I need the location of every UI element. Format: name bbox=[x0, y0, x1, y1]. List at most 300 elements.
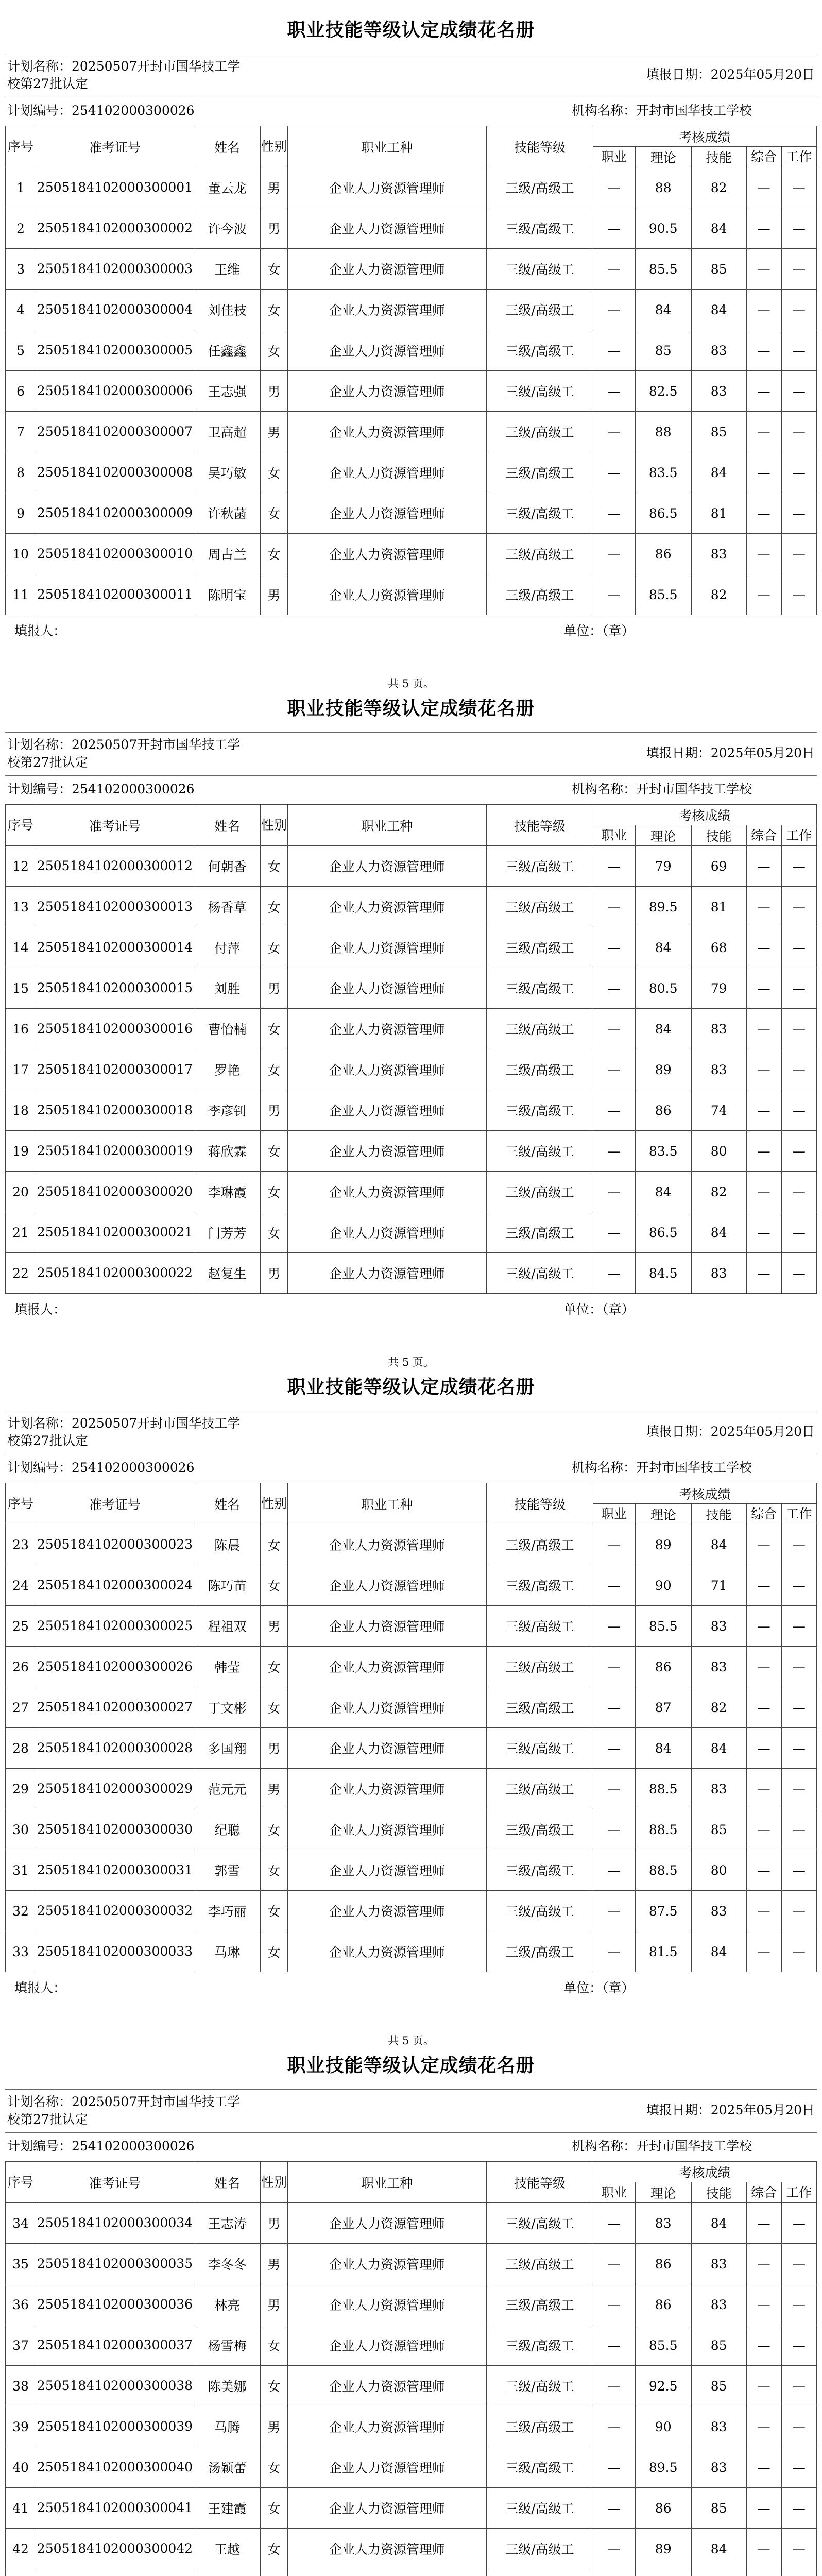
cell-theory: 88.5 bbox=[635, 1850, 691, 1891]
cell-job: 企业人力资源管理师 bbox=[287, 2244, 486, 2284]
cell-seq: 21 bbox=[6, 1212, 36, 1253]
cell-gender: 女 bbox=[261, 1809, 287, 1850]
cell-exam-id: 2505184102000300022 bbox=[36, 1253, 194, 1294]
cell-professional: — bbox=[593, 2406, 635, 2447]
header-name: 姓名 bbox=[194, 805, 261, 846]
cell-comprehensive: — bbox=[746, 1212, 781, 1253]
cell-job: 企业人力资源管理师 bbox=[287, 1606, 486, 1647]
cell-seq: 4 bbox=[6, 290, 36, 330]
table-row bbox=[6, 167, 817, 208]
cell-level: 三级/高级工 bbox=[487, 412, 593, 452]
cell-name: 多国翔 bbox=[194, 1728, 261, 1769]
cell-comprehensive bbox=[746, 2569, 781, 2576]
cell-name: 周占兰 bbox=[194, 534, 261, 574]
cell-job: 企业人力资源管理师 bbox=[287, 1253, 486, 1294]
cell-theory: 84 bbox=[635, 927, 691, 968]
cell-professional: — bbox=[593, 534, 635, 574]
table-row bbox=[6, 2406, 817, 2447]
cell-name: 林亮 bbox=[194, 2284, 261, 2325]
cell-skill: 84 bbox=[691, 2203, 746, 2244]
cell-name: 郭雪 bbox=[194, 1850, 261, 1891]
table-row bbox=[6, 371, 817, 412]
header-seq: 序号 bbox=[6, 805, 36, 846]
cell-job: 企业人力资源管理师 bbox=[287, 2203, 486, 2244]
plan-code: 计划编号：254102000300026 bbox=[7, 782, 195, 796]
cell-seq: 15 bbox=[6, 968, 36, 1009]
cell-skill: 83 bbox=[691, 2284, 746, 2325]
cell-professional: — bbox=[593, 574, 635, 615]
cell-skill: 82 bbox=[691, 574, 746, 615]
cell-theory: 90 bbox=[635, 2406, 691, 2447]
cell-gender: 男 bbox=[261, 208, 287, 249]
cell-professional: — bbox=[593, 2447, 635, 2488]
cell-skill: 80 bbox=[691, 1850, 746, 1891]
fill-date: 填报日期：2025年05月20日 bbox=[646, 1424, 815, 1439]
cell-seq: 32 bbox=[6, 1891, 36, 1931]
cell-work: — bbox=[781, 2529, 816, 2569]
cell-name: 马腾 bbox=[194, 2406, 261, 2447]
cell-seq: 20 bbox=[6, 1172, 36, 1212]
cell-gender: 女 bbox=[261, 1891, 287, 1931]
cell-seq: 11 bbox=[6, 574, 36, 615]
cell-skill bbox=[691, 2569, 746, 2576]
cell-theory: 90 bbox=[635, 1565, 691, 1606]
cell-gender: 男 bbox=[261, 1090, 287, 1131]
cell-level: 三级/高级工 bbox=[487, 1809, 593, 1850]
cell-gender: 女 bbox=[261, 2447, 287, 2488]
cell-work: — bbox=[781, 412, 816, 452]
cell-gender: 男 bbox=[261, 371, 287, 412]
cell-gender: 女 bbox=[261, 1172, 287, 1212]
cell-comprehensive: — bbox=[746, 1090, 781, 1131]
cell-level: 三级/高级工 bbox=[487, 1565, 593, 1606]
cell-level: 三级/高级工 bbox=[487, 887, 593, 927]
cell-professional: — bbox=[593, 412, 635, 452]
cell-job: 企业人力资源管理师 bbox=[287, 412, 486, 452]
cell-job: 企业人力资源管理师 bbox=[287, 2325, 486, 2366]
cell-professional: — bbox=[593, 1769, 635, 1809]
table-row bbox=[6, 1769, 817, 1809]
cell-professional: — bbox=[593, 1728, 635, 1769]
cell-seq: 17 bbox=[6, 1049, 36, 1090]
cell-name: 赵复生 bbox=[194, 1253, 261, 1294]
cell-gender: 男 bbox=[261, 1606, 287, 1647]
cell-job: 企业人力资源管理师 bbox=[287, 1728, 486, 1769]
cell-seq: 1 bbox=[6, 167, 36, 208]
table-row bbox=[6, 452, 817, 493]
cell-comprehensive: — bbox=[746, 2284, 781, 2325]
cell-skill: 85 bbox=[691, 2325, 746, 2366]
cell-work: — bbox=[781, 1009, 816, 1049]
cell-seq: 30 bbox=[6, 1809, 36, 1850]
cell-job: 企业人力资源管理师 bbox=[287, 968, 486, 1009]
cell-professional: — bbox=[593, 1212, 635, 1253]
table-row bbox=[6, 2569, 817, 2576]
table-row bbox=[6, 208, 817, 249]
cell-work: — bbox=[781, 968, 816, 1009]
cell-seq: 13 bbox=[6, 887, 36, 927]
cell-comprehensive: — bbox=[746, 2366, 781, 2406]
header-theory: 理论 bbox=[635, 147, 691, 167]
cell-theory: 89.5 bbox=[635, 2447, 691, 2488]
cell-gender: 女 bbox=[261, 1931, 287, 1972]
cell-professional: — bbox=[593, 1131, 635, 1172]
page-count: 共 5 页。 bbox=[388, 677, 434, 690]
cell-seq: 3 bbox=[6, 249, 36, 290]
cell-comprehensive: — bbox=[746, 1131, 781, 1172]
divider bbox=[5, 775, 817, 776]
cell-gender: 女 bbox=[261, 846, 287, 887]
cell-level: 三级/高级工 bbox=[487, 1891, 593, 1931]
cell-comprehensive: — bbox=[746, 1009, 781, 1049]
header-exam-id: 准考证号 bbox=[36, 2162, 194, 2203]
cell-exam-id: 2505184102000300017 bbox=[36, 1049, 194, 1090]
cell-seq: 33 bbox=[6, 1931, 36, 1972]
cell-skill: 83 bbox=[691, 1891, 746, 1931]
cell-work: — bbox=[781, 1931, 816, 1972]
cell-exam-id: 2505184102000300042 bbox=[36, 2529, 194, 2569]
cell-job: 企业人力资源管理师 bbox=[287, 1524, 486, 1565]
cell-theory: 86 bbox=[635, 2244, 691, 2284]
cell-name: 任鑫鑫 bbox=[194, 330, 261, 371]
cell-name: 李琳霞 bbox=[194, 1172, 261, 1212]
cell-seq: 34 bbox=[6, 2203, 36, 2244]
divider bbox=[5, 2132, 817, 2133]
cell-gender: 男 bbox=[261, 2284, 287, 2325]
page-title: 职业技能等级认定成绩花名册 bbox=[287, 2055, 535, 2076]
cell-name: 陈美娜 bbox=[194, 2366, 261, 2406]
cell-work: — bbox=[781, 1891, 816, 1931]
header-job: 职业工种 bbox=[287, 1483, 486, 1524]
cell-gender: 女 bbox=[261, 1009, 287, 1049]
cell-skill: 83 bbox=[691, 1049, 746, 1090]
cell-exam-id: 2505184102000300039 bbox=[36, 2406, 194, 2447]
cell-name: 卫高超 bbox=[194, 412, 261, 452]
cell-exam-id: 2505184102000300004 bbox=[36, 290, 194, 330]
cell-theory: 86 bbox=[635, 2488, 691, 2529]
divider bbox=[5, 732, 817, 733]
cell-skill: 81 bbox=[691, 887, 746, 927]
cell-gender: 男 bbox=[261, 2406, 287, 2447]
cell-name: 李巧丽 bbox=[194, 1891, 261, 1931]
cell-professional: — bbox=[593, 2366, 635, 2406]
cell-comprehensive: — bbox=[746, 846, 781, 887]
cell-seq: 18 bbox=[6, 1090, 36, 1131]
table-row bbox=[6, 330, 817, 371]
cell-job: 企业人力资源管理师 bbox=[287, 2488, 486, 2529]
cell-name: 刘胜 bbox=[194, 968, 261, 1009]
plan-name: 计划名称：20250507开封市国华技工学校第27批认定 bbox=[7, 1416, 241, 1448]
cell-skill: 69 bbox=[691, 846, 746, 887]
cell-exam-id: 2505184102000300008 bbox=[36, 452, 194, 493]
cell-exam-id: 2505184102000300016 bbox=[36, 1009, 194, 1049]
header-skill: 技能 bbox=[691, 2182, 746, 2203]
cell-professional: — bbox=[593, 452, 635, 493]
cell-work: — bbox=[781, 167, 816, 208]
cell-gender: 女 bbox=[261, 2325, 287, 2366]
cell-level: 三级/高级工 bbox=[487, 2529, 593, 2569]
cell-professional: — bbox=[593, 2529, 635, 2569]
cell-name: 付萍 bbox=[194, 927, 261, 968]
cell-job: 企业人力资源管理师 bbox=[287, 1009, 486, 1049]
cell-theory: 88.5 bbox=[635, 1769, 691, 1809]
header-exam-id: 准考证号 bbox=[36, 805, 194, 846]
header-theory: 理论 bbox=[635, 2182, 691, 2203]
cell-gender: 女 bbox=[261, 249, 287, 290]
cell-work: — bbox=[781, 887, 816, 927]
cell-name: 王越 bbox=[194, 2529, 261, 2569]
cell-exam-id bbox=[36, 2569, 194, 2576]
header-seq: 序号 bbox=[6, 2162, 36, 2203]
cell-exam-id: 2505184102000300028 bbox=[36, 1728, 194, 1769]
header-scores: 考核成绩 bbox=[593, 2162, 816, 2182]
cell-job: 企业人力资源管理师 bbox=[287, 1049, 486, 1090]
cell-professional: — bbox=[593, 2488, 635, 2529]
cell-seq: 12 bbox=[6, 846, 36, 887]
cell-seq: 2 bbox=[6, 208, 36, 249]
cell-exam-id: 2505184102000300010 bbox=[36, 534, 194, 574]
header-name: 姓名 bbox=[194, 1483, 261, 1524]
cell-name: 李彦钊 bbox=[194, 1090, 261, 1131]
cell-professional: — bbox=[593, 1606, 635, 1647]
cell-name: 蒋欣霖 bbox=[194, 1131, 261, 1172]
cell-job: 企业人力资源管理师 bbox=[287, 2284, 486, 2325]
cell-professional: — bbox=[593, 167, 635, 208]
cell-skill: 83 bbox=[691, 2447, 746, 2488]
cell-name: 范元元 bbox=[194, 1769, 261, 1809]
cell-comprehensive: — bbox=[746, 371, 781, 412]
cell-level: 三级/高级工 bbox=[487, 290, 593, 330]
cell-skill: 84 bbox=[691, 208, 746, 249]
cell-exam-id: 2505184102000300026 bbox=[36, 1647, 194, 1687]
header-job: 职业工种 bbox=[287, 805, 486, 846]
cell-gender: 女 bbox=[261, 2366, 287, 2406]
header-skill: 技能 bbox=[691, 147, 746, 167]
cell-exam-id: 2505184102000300036 bbox=[36, 2284, 194, 2325]
cell-exam-id: 2505184102000300009 bbox=[36, 493, 194, 534]
table-row bbox=[6, 1212, 817, 1253]
table-row bbox=[6, 249, 817, 290]
cell-seq: 7 bbox=[6, 412, 36, 452]
cell-comprehensive: — bbox=[746, 330, 781, 371]
header-professional: 职业 bbox=[593, 1504, 635, 1524]
table-row bbox=[6, 2203, 817, 2244]
cell-skill: 84 bbox=[691, 290, 746, 330]
org-name: 机构名称：开封市国华技工学校 bbox=[572, 782, 752, 796]
cell-theory: 80.5 bbox=[635, 968, 691, 1009]
cell-exam-id: 2505184102000300005 bbox=[36, 330, 194, 371]
cell-gender: 女 bbox=[261, 1647, 287, 1687]
cell-work: — bbox=[781, 1090, 816, 1131]
cell-work: — bbox=[781, 1524, 816, 1565]
cell-comprehensive: — bbox=[746, 2244, 781, 2284]
cell-exam-id: 2505184102000300025 bbox=[36, 1606, 194, 1647]
plan-code: 计划编号：254102000300026 bbox=[7, 2139, 195, 2154]
cell-exam-id: 2505184102000300024 bbox=[36, 1565, 194, 1606]
cell-name: 杨雪梅 bbox=[194, 2325, 261, 2366]
cell-name: 王建霞 bbox=[194, 2488, 261, 2529]
cell-skill: 83 bbox=[691, 534, 746, 574]
cell-gender: 男 bbox=[261, 968, 287, 1009]
cell-name: 陈晨 bbox=[194, 1524, 261, 1565]
cell-skill: 84 bbox=[691, 1524, 746, 1565]
table-row bbox=[6, 1131, 817, 1172]
cell-theory: 84 bbox=[635, 1172, 691, 1212]
cell-comprehensive: — bbox=[746, 1931, 781, 1972]
cell-level: 三级/高级工 bbox=[487, 1049, 593, 1090]
cell-level: 三级/高级工 bbox=[487, 371, 593, 412]
cell-gender: 男 bbox=[261, 574, 287, 615]
cell-gender bbox=[261, 2569, 287, 2576]
cell-professional: — bbox=[593, 493, 635, 534]
unit-seal-label: 单位：（章） bbox=[563, 1302, 635, 1317]
cell-comprehensive: — bbox=[746, 1253, 781, 1294]
cell-level: 三级/高级工 bbox=[487, 1687, 593, 1728]
cell-gender: 女 bbox=[261, 1565, 287, 1606]
cell-seq: 5 bbox=[6, 330, 36, 371]
cell-level: 三级/高级工 bbox=[487, 2325, 593, 2366]
table-row bbox=[6, 1565, 817, 1606]
cell-professional: — bbox=[593, 330, 635, 371]
header-work: 工作 bbox=[781, 147, 816, 167]
cell-work: — bbox=[781, 371, 816, 412]
cell-level: 三级/高级工 bbox=[487, 1253, 593, 1294]
cell-job: 企业人力资源管理师 bbox=[287, 846, 486, 887]
cell-work: — bbox=[781, 534, 816, 574]
cell-professional: — bbox=[593, 371, 635, 412]
cell-work: — bbox=[781, 1212, 816, 1253]
cell-professional: — bbox=[593, 1172, 635, 1212]
cell-theory: 86 bbox=[635, 1090, 691, 1131]
cell-job: 企业人力资源管理师 bbox=[287, 1891, 486, 1931]
cell-level: 三级/高级工 bbox=[487, 1524, 593, 1565]
cell-professional: — bbox=[593, 2325, 635, 2366]
cell-gender: 男 bbox=[261, 2203, 287, 2244]
cell-skill: 83 bbox=[691, 2406, 746, 2447]
plan-code: 计划编号：254102000300026 bbox=[7, 103, 195, 118]
cell-exam-id: 2505184102000300031 bbox=[36, 1850, 194, 1891]
cell-skill: 74 bbox=[691, 1090, 746, 1131]
cell-professional: — bbox=[593, 2203, 635, 2244]
cell-theory: 86 bbox=[635, 2284, 691, 2325]
cell-seq: 38 bbox=[6, 2366, 36, 2406]
cell-level: 三级/高级工 bbox=[487, 452, 593, 493]
page-title: 职业技能等级认定成绩花名册 bbox=[287, 20, 535, 41]
cell-professional: — bbox=[593, 1049, 635, 1090]
cell-job: 企业人力资源管理师 bbox=[287, 371, 486, 412]
cell-theory: 81.5 bbox=[635, 1931, 691, 1972]
cell-professional: — bbox=[593, 1931, 635, 1972]
cell-level: 三级/高级工 bbox=[487, 2203, 593, 2244]
cell-seq: 25 bbox=[6, 1606, 36, 1647]
cell-exam-id: 2505184102000300002 bbox=[36, 208, 194, 249]
table-row bbox=[6, 1090, 817, 1131]
cell-job: 企业人力资源管理师 bbox=[287, 1647, 486, 1687]
cell-name: 罗艳 bbox=[194, 1049, 261, 1090]
cell-comprehensive: — bbox=[746, 2529, 781, 2569]
cell-professional bbox=[593, 2569, 635, 2576]
header-theory: 理论 bbox=[635, 825, 691, 846]
table-row bbox=[6, 2488, 817, 2529]
cell-theory: 89 bbox=[635, 1524, 691, 1565]
cell-theory: 88 bbox=[635, 412, 691, 452]
page-title: 职业技能等级认定成绩花名册 bbox=[287, 698, 535, 719]
cell-theory: 85 bbox=[635, 330, 691, 371]
cell-name: 韩莹 bbox=[194, 1647, 261, 1687]
cell-theory: 85.5 bbox=[635, 1606, 691, 1647]
cell-job: 企业人力资源管理师 bbox=[287, 330, 486, 371]
table-row bbox=[6, 534, 817, 574]
cell-job: 企业人力资源管理师 bbox=[287, 2366, 486, 2406]
cell-professional: — bbox=[593, 2284, 635, 2325]
cell-job: 企业人力资源管理师 bbox=[287, 1090, 486, 1131]
cell-theory: 85.5 bbox=[635, 574, 691, 615]
cell-professional: — bbox=[593, 290, 635, 330]
header-gender: 性别 bbox=[261, 1483, 287, 1524]
cell-theory: 86 bbox=[635, 534, 691, 574]
cell-theory: 84 bbox=[635, 1728, 691, 1769]
table-row bbox=[6, 412, 817, 452]
cell-work: — bbox=[781, 1809, 816, 1850]
table-row bbox=[6, 887, 817, 927]
cell-name: 吴巧敏 bbox=[194, 452, 261, 493]
table-row bbox=[6, 1809, 817, 1850]
cell-work: — bbox=[781, 1769, 816, 1809]
header-gender: 性别 bbox=[261, 2162, 287, 2203]
page-count: 共 5 页。 bbox=[388, 2035, 434, 2047]
cell-level: 三级/高级工 bbox=[487, 1212, 593, 1253]
cell-skill: 83 bbox=[691, 1606, 746, 1647]
table-row bbox=[6, 1850, 817, 1891]
header-comprehensive: 综合 bbox=[746, 825, 781, 846]
cell-exam-id: 2505184102000300011 bbox=[36, 574, 194, 615]
cell-seq: 24 bbox=[6, 1565, 36, 1606]
cell-name: 纪聪 bbox=[194, 1809, 261, 1850]
cell-comprehensive: — bbox=[746, 1769, 781, 1809]
fill-date: 填报日期：2025年05月20日 bbox=[646, 745, 815, 760]
cell-level: 三级/高级工 bbox=[487, 1931, 593, 1972]
cell-exam-id: 2505184102000300021 bbox=[36, 1212, 194, 1253]
cell-name: 程祖双 bbox=[194, 1606, 261, 1647]
cell-seq: 8 bbox=[6, 452, 36, 493]
cell-theory: 92.5 bbox=[635, 2366, 691, 2406]
cell-seq: 39 bbox=[6, 2406, 36, 2447]
cell-exam-id: 2505184102000300030 bbox=[36, 1809, 194, 1850]
cell-gender: 女 bbox=[261, 534, 287, 574]
cell-job: 企业人力资源管理师 bbox=[287, 249, 486, 290]
cell-theory: 84 bbox=[635, 290, 691, 330]
cell-gender: 女 bbox=[261, 2529, 287, 2569]
cell-job: 企业人力资源管理师 bbox=[287, 167, 486, 208]
cell-job: 企业人力资源管理师 bbox=[287, 1769, 486, 1809]
cell-job: 企业人力资源管理师 bbox=[287, 1687, 486, 1728]
cell-skill: 84 bbox=[691, 1931, 746, 1972]
cell-skill: 85 bbox=[691, 2366, 746, 2406]
cell-comprehensive: — bbox=[746, 167, 781, 208]
cell-job: 企业人力资源管理师 bbox=[287, 1809, 486, 1850]
cell-skill: 71 bbox=[691, 1565, 746, 1606]
cell-work: — bbox=[781, 2366, 816, 2406]
cell-theory: 85.5 bbox=[635, 249, 691, 290]
cell-seq: 16 bbox=[6, 1009, 36, 1049]
cell-exam-id: 2505184102000300032 bbox=[36, 1891, 194, 1931]
cell-seq: 14 bbox=[6, 927, 36, 968]
score-table bbox=[5, 1483, 817, 1972]
cell-work bbox=[781, 2569, 816, 2576]
cell-professional: — bbox=[593, 927, 635, 968]
cell-level: 三级/高级工 bbox=[487, 2447, 593, 2488]
cell-job: 企业人力资源管理师 bbox=[287, 2529, 486, 2569]
